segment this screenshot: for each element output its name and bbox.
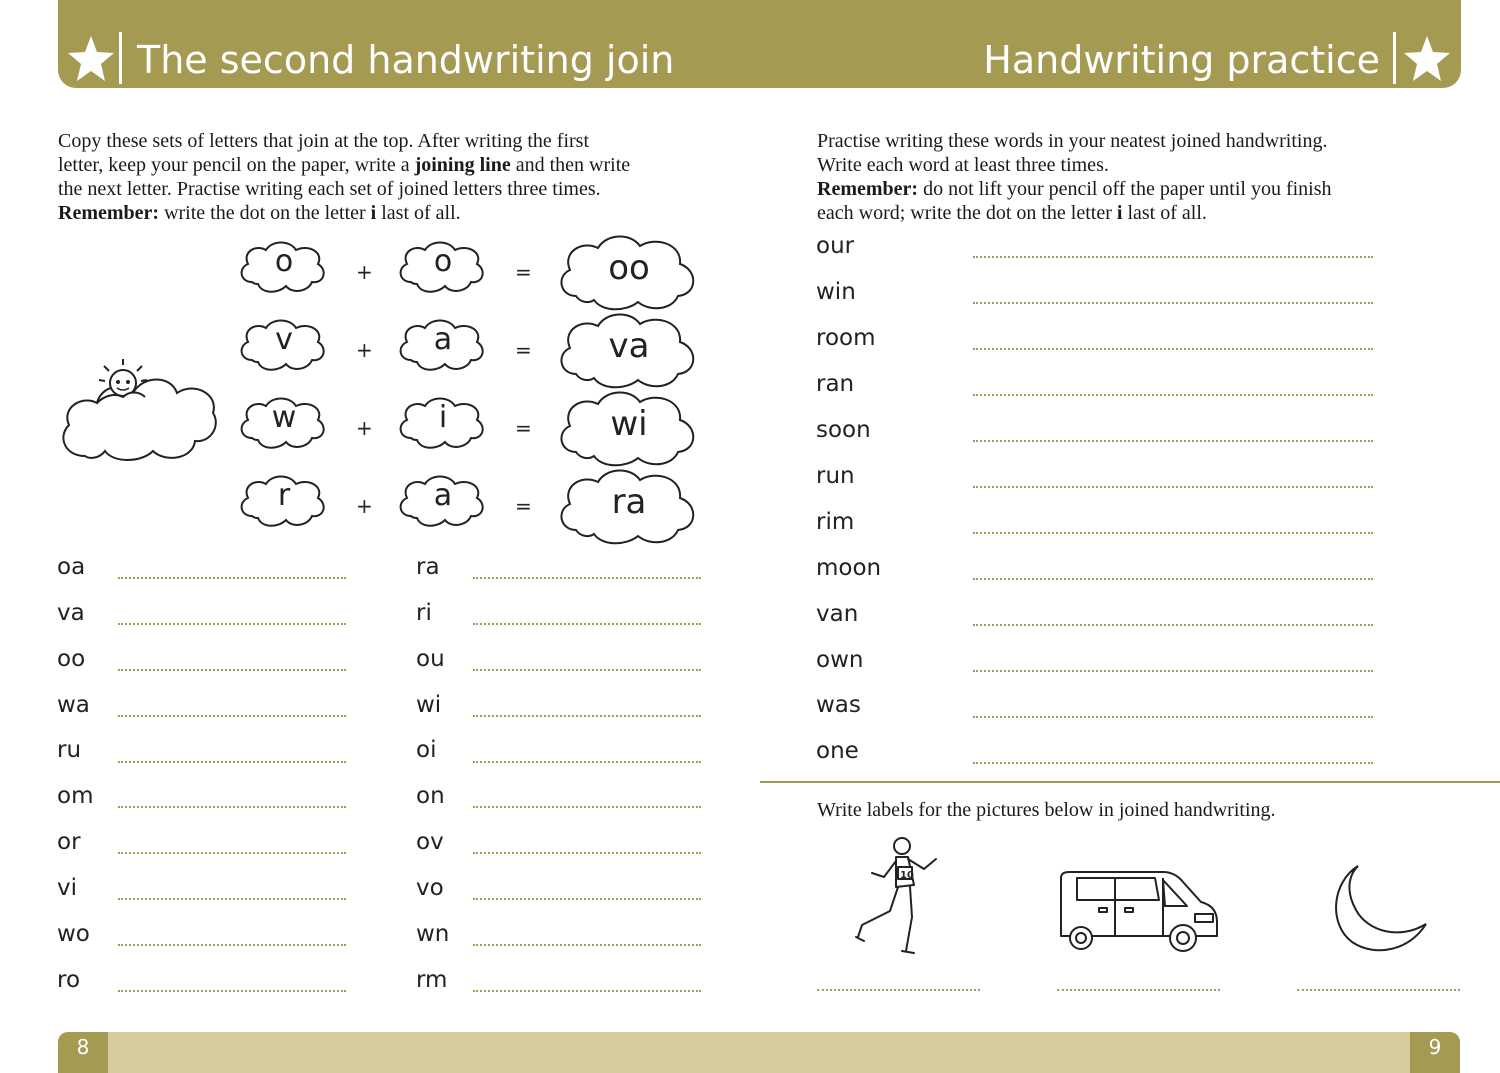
letter-cloud: w — [271, 400, 297, 435]
writing-line[interactable] — [473, 577, 701, 579]
writing-line[interactable] — [973, 486, 1373, 488]
practice-letter-pair: om — [57, 783, 94, 809]
practice-letter-pair: vi — [57, 875, 78, 901]
instruction-text: letter, keep your pencil on the paper, write a — [58, 154, 415, 176]
practice-letter-pair: wo — [57, 921, 90, 947]
writing-line[interactable] — [473, 990, 701, 992]
header-divider — [1393, 32, 1396, 84]
writing-line[interactable] — [973, 440, 1373, 442]
letter-cloud: o — [433, 244, 453, 279]
writing-line[interactable] — [473, 761, 701, 763]
letter-cloud: a — [433, 322, 453, 357]
practice-word: room — [816, 325, 876, 351]
letter-cloud: r — [277, 478, 291, 513]
writing-line[interactable] — [118, 715, 346, 717]
practice-word: moon — [816, 555, 882, 581]
writing-line[interactable] — [473, 852, 701, 854]
practice-letter-pair: vo — [416, 875, 444, 901]
practice-word: our — [816, 233, 855, 259]
star-icon — [1402, 34, 1452, 84]
runner-illustration — [850, 833, 945, 958]
moon-illustration — [1328, 862, 1433, 957]
equals-sign: = — [515, 338, 532, 362]
writing-line[interactable] — [473, 898, 701, 900]
practice-letter-pair: ou — [416, 646, 445, 672]
practice-word: win — [816, 279, 856, 305]
label-writing-line[interactable] — [817, 989, 980, 991]
practice-word: was — [816, 692, 861, 718]
equals-sign: = — [515, 260, 532, 284]
joined-result-cloud: va — [608, 326, 650, 366]
writing-line[interactable] — [118, 669, 346, 671]
practice-letter-pair: oi — [416, 737, 437, 763]
writing-line[interactable] — [473, 715, 701, 717]
writing-line[interactable] — [973, 762, 1373, 764]
writing-line[interactable] — [118, 577, 346, 579]
practice-letter-pair: ro — [57, 967, 81, 993]
letter-i: i — [1116, 202, 1123, 224]
letter-i: i — [370, 202, 377, 224]
plus-sign: + — [356, 416, 373, 440]
remember-label: Remember: — [817, 178, 919, 200]
equals-sign: = — [515, 494, 532, 518]
writing-line[interactable] — [973, 624, 1373, 626]
letter-cloud: v — [275, 322, 293, 357]
writing-line[interactable] — [973, 716, 1373, 718]
right-page-title: Handwriting practice — [983, 38, 1380, 82]
instruction-line: the next letter. Practise writing each set of joined letters three times. — [58, 178, 601, 200]
sun-cloud-illustration — [55, 355, 220, 465]
writing-line[interactable] — [973, 302, 1373, 304]
letter-cloud: o — [274, 244, 294, 279]
practice-letter-pair: ru — [57, 737, 82, 763]
left-page-title: The second handwriting join — [137, 38, 675, 82]
joined-result-cloud: oo — [608, 248, 650, 288]
practice-letter-pair: va — [57, 600, 85, 626]
practice-letter-pair: ri — [416, 600, 432, 626]
plus-sign: + — [356, 260, 373, 284]
practice-letter-pair: or — [57, 829, 81, 855]
remember-label: Remember: — [58, 202, 160, 224]
practice-word: ran — [816, 371, 855, 397]
writing-line[interactable] — [973, 256, 1373, 258]
writing-line[interactable] — [118, 761, 346, 763]
instruction-text: last of all. — [1122, 202, 1207, 224]
instruction-line: Practise writing these words in your neatest joined handwriting. — [817, 130, 1328, 152]
writing-line[interactable] — [118, 852, 346, 854]
writing-line[interactable] — [118, 990, 346, 992]
svg-text:10: 10 — [900, 870, 914, 881]
practice-letter-pair: on — [416, 783, 445, 809]
practice-letter-pair: wi — [416, 692, 442, 718]
instruction-line — [58, 201, 718, 225]
practice-word: own — [816, 647, 864, 673]
labels-instruction: Write labels for the pictures below in joined handwriting. — [817, 799, 1276, 821]
writing-line[interactable] — [118, 623, 346, 625]
left-instructions — [58, 129, 718, 225]
left-page-number: 8 — [58, 1032, 108, 1073]
left-footer-bar — [108, 1032, 760, 1073]
instruction-text: last of all. — [376, 202, 461, 224]
writing-line[interactable] — [973, 348, 1373, 350]
practice-letter-pair: ov — [416, 829, 444, 855]
practice-word: rim — [816, 509, 855, 535]
joining-line-term: joining line — [414, 154, 511, 176]
practice-letter-pair: wn — [416, 921, 450, 947]
practice-word: soon — [816, 417, 871, 443]
instruction-text: each word; write the dot on the letter — [817, 202, 1117, 224]
writing-line[interactable] — [973, 578, 1373, 580]
van-illustration — [1055, 870, 1223, 955]
label-writing-line[interactable] — [1057, 989, 1220, 991]
star-icon — [66, 34, 116, 84]
label-writing-line[interactable] — [1297, 989, 1460, 991]
writing-line[interactable] — [973, 394, 1373, 396]
section-divider — [760, 781, 1500, 783]
practice-word: run — [816, 463, 855, 489]
writing-line[interactable] — [473, 944, 701, 946]
writing-line[interactable] — [973, 532, 1373, 534]
practice-letter-pair: rm — [416, 967, 448, 993]
instruction-line — [817, 201, 1477, 225]
joined-result-cloud: wi — [610, 404, 648, 444]
header-divider — [119, 32, 122, 84]
writing-line[interactable] — [473, 623, 701, 625]
writing-line[interactable] — [118, 944, 346, 946]
writing-line[interactable] — [973, 670, 1373, 672]
instruction-line — [817, 177, 1477, 201]
right-footer-bar — [760, 1032, 1410, 1073]
letter-cloud: a — [433, 478, 453, 513]
letter-cloud: i — [438, 400, 448, 435]
practice-word: van — [816, 601, 859, 627]
instruction-line: Copy these sets of letters that join at the top. After writing the first — [58, 130, 590, 152]
instruction-line: Write each word at least three times. — [817, 154, 1109, 176]
right-page-number: 9 — [1410, 1032, 1460, 1073]
practice-word: one — [816, 738, 859, 764]
writing-line[interactable] — [118, 806, 346, 808]
instruction-text: do not lift your pencil off the paper until you finish — [918, 178, 1332, 200]
plus-sign: + — [356, 338, 373, 362]
practice-letter-pair: oo — [57, 646, 86, 672]
equals-sign: = — [515, 416, 532, 440]
plus-sign: + — [356, 494, 373, 518]
practice-letter-pair: ra — [416, 554, 440, 580]
instruction-text: and then write — [510, 154, 631, 176]
practice-letter-pair: wa — [57, 692, 90, 718]
joined-result-cloud: ra — [611, 482, 647, 522]
instruction-line — [58, 153, 718, 177]
writing-line[interactable] — [118, 898, 346, 900]
writing-line[interactable] — [473, 806, 701, 808]
writing-line[interactable] — [473, 669, 701, 671]
practice-letter-pair: oa — [57, 554, 86, 580]
instruction-text: write the dot on the letter — [159, 202, 371, 224]
right-instructions — [817, 129, 1477, 225]
